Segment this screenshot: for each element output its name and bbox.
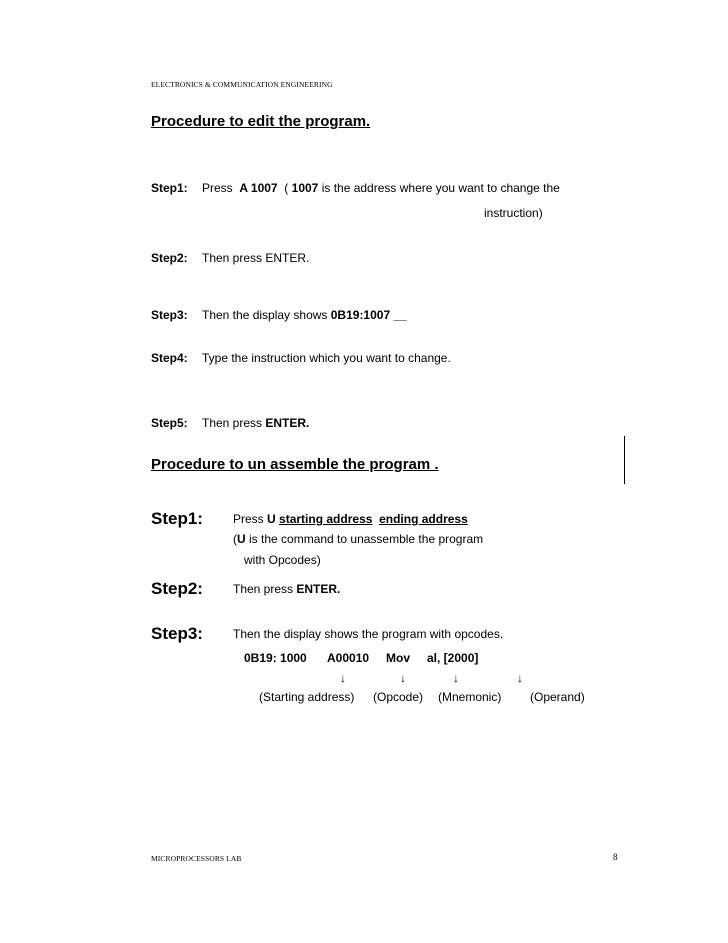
section-title-edit: Procedure to edit the program.	[151, 113, 371, 130]
step-label: Step5:	[151, 416, 188, 430]
step-text	[202, 181, 560, 195]
step-label: Step3:	[151, 308, 188, 322]
legend-address: (Starting address)	[259, 690, 355, 704]
paren-open: (	[233, 532, 237, 546]
address-value: 1007	[291, 181, 319, 195]
legend-opcode: (Opcode)	[373, 690, 424, 704]
legend-mnemonic: (Mnemonic)	[438, 690, 502, 704]
step-text: Then press ENTER.	[202, 251, 310, 265]
command-desc: is the command to unassemble the program	[249, 532, 484, 546]
step-label: Step3:	[151, 624, 203, 643]
command-letter: A 1007	[239, 181, 278, 195]
down-arrow-icon: ↓	[517, 671, 523, 685]
step-text-cont	[233, 532, 483, 546]
step-text: Type the instruction which you want to change.	[202, 351, 451, 365]
step-label: Step2:	[151, 251, 188, 265]
legend-operand: (Operand)	[530, 690, 585, 704]
press-text: Press	[233, 512, 264, 526]
step-text	[202, 308, 407, 322]
change-bar	[624, 436, 625, 484]
ending-address: ending address	[379, 512, 468, 526]
step-label: Step2:	[151, 579, 203, 598]
enter-key: ENTER.	[296, 582, 341, 596]
example-mnemonic: Mov	[386, 651, 410, 665]
step-text	[202, 416, 309, 430]
running-header: ELECTRONICS & COMMUNICATION ENGINEERING	[151, 80, 333, 89]
down-arrow-icon: ↓	[340, 671, 346, 685]
example-address: 0B19: 1000	[244, 651, 307, 665]
address-desc: is the address where you want to change the	[321, 181, 560, 195]
command-a	[239, 181, 281, 195]
section-title-unassemble: Procedure to un assemble the program .	[151, 456, 439, 473]
example-operand: al, [2000]	[427, 651, 479, 665]
press-text: Then press	[202, 416, 263, 430]
step-text-cont: with Opcodes)	[244, 553, 321, 567]
press-text: Then press	[233, 582, 294, 596]
down-arrow-icon: ↓	[400, 671, 406, 685]
command-u: U	[237, 532, 246, 546]
page-number: 8	[613, 852, 618, 862]
press-text: Press	[202, 181, 233, 195]
example-opcode: A00010	[327, 651, 370, 665]
step-text: Then the display shows the program with opcodes.	[233, 627, 504, 641]
running-footer: MICROPROCESSORS LAB	[151, 854, 242, 863]
starting-address: starting address	[279, 512, 373, 526]
command-u: U	[267, 512, 276, 526]
step-text	[233, 582, 340, 596]
enter-key: ENTER.	[265, 416, 310, 430]
step-label: Step4:	[151, 351, 188, 365]
display-value: 0B19:1007 __	[330, 308, 407, 322]
display-text: Then the display shows	[202, 308, 328, 322]
paren-open: (	[284, 181, 289, 195]
step-label: Step1:	[151, 181, 188, 195]
step-text	[233, 512, 468, 526]
step-label: Step1:	[151, 509, 203, 528]
step-text-cont: instruction)	[484, 206, 543, 220]
down-arrow-icon: ↓	[453, 671, 459, 685]
